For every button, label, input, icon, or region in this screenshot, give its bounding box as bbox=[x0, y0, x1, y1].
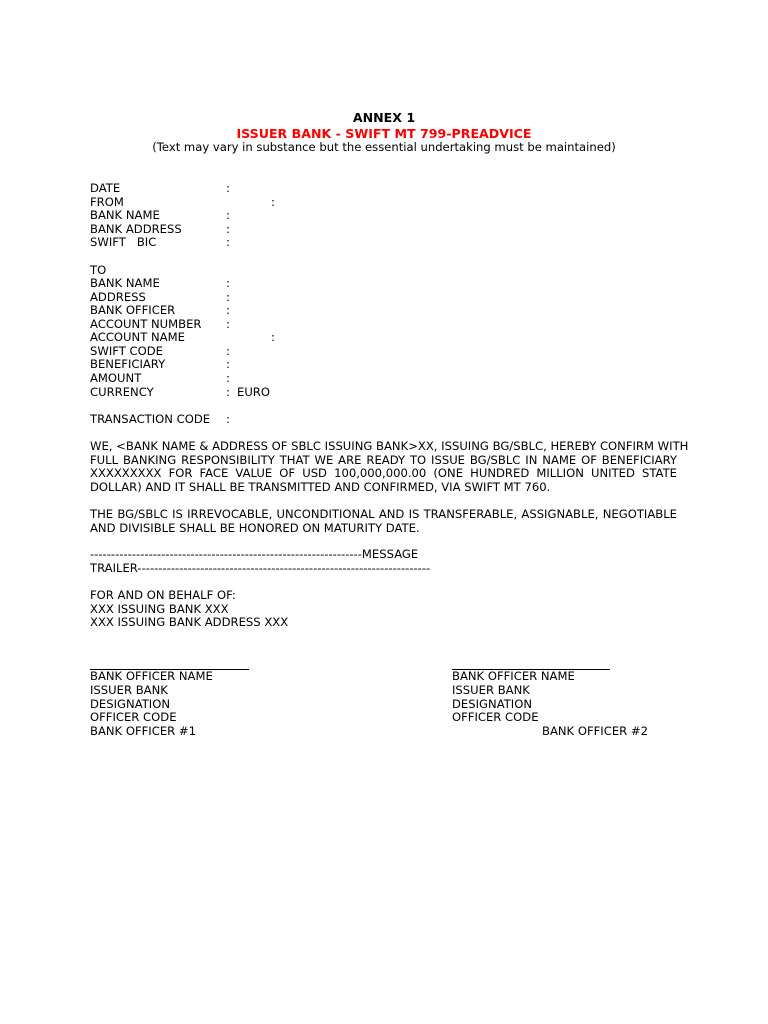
officer-bank: ISSUER BANK bbox=[452, 683, 530, 697]
account-name-label: ACCOUNT NAME bbox=[90, 330, 185, 344]
bank-officer-label: BANK OFFICER bbox=[90, 303, 176, 317]
transaction-code-label: TRANSACTION CODE bbox=[90, 412, 211, 426]
bank-name-colon: : bbox=[226, 208, 230, 222]
paragraph-line: XXXXXXXXX FOR FACE VALUE OF USD 100,000,000.00 (ONE HUNDRED MILLION UNITED STATE bbox=[90, 466, 677, 481]
officer-code: OFFICER CODE bbox=[452, 710, 539, 724]
officer-number: BANK OFFICER #1 bbox=[90, 724, 196, 738]
paragraph-line: FULL BANKING RESPONSIBILITY THAT WE ARE READY TO ISSUE BG/SBLC IN NAME OF BENEFICIARY bbox=[90, 452, 677, 467]
officer-designation: DESIGNATION bbox=[452, 697, 533, 711]
swift-code-colon: : bbox=[226, 344, 230, 358]
officer-designation: DESIGNATION bbox=[90, 697, 171, 711]
message-trailer-line-2: TRAILER---------------------------------------------------------------------- bbox=[90, 561, 431, 575]
swift-bic-label: SWIFT BIC bbox=[90, 235, 157, 249]
address-label: ADDRESS bbox=[90, 290, 146, 304]
to-label: TO bbox=[90, 263, 107, 277]
paragraph-line: THE BG/SBLC IS IRREVOCABLE, UNCONDITIONAL AND IS TRANSFERABLE, ASSIGNABLE, NEGOTIABLE bbox=[90, 507, 677, 521]
amount-colon: : bbox=[226, 371, 230, 385]
swift-code-label: SWIFT CODE bbox=[90, 344, 163, 358]
paragraph-line: WE, <BANK NAME & ADDRESS OF SBLC ISSUING BANK>XX, ISSUING BG/SBLC, HEREBY CONFIRM WITH bbox=[90, 439, 689, 453]
account-name-colon: : bbox=[271, 330, 275, 344]
from-label: FROM bbox=[90, 195, 124, 209]
amount-label: AMOUNT bbox=[90, 371, 142, 385]
transaction-code-colon: : bbox=[226, 412, 230, 426]
to-bank-name-colon: : bbox=[226, 276, 230, 290]
currency-value: EURO bbox=[237, 385, 270, 399]
issuing-bank-name: XXX ISSUING BANK XXX bbox=[90, 602, 229, 616]
swift-bic-colon: : bbox=[226, 235, 230, 249]
bank-address-colon: : bbox=[226, 222, 230, 236]
address-colon: : bbox=[226, 290, 230, 304]
officer-number: BANK OFFICER #2 bbox=[542, 724, 648, 738]
account-number-label: ACCOUNT NUMBER bbox=[90, 317, 202, 331]
bank-name-label: BANK NAME bbox=[90, 208, 160, 222]
officer-code: OFFICER CODE bbox=[90, 710, 177, 724]
annex-heading: ANNEX 1 bbox=[352, 110, 416, 125]
paragraph-line: AND DIVISIBLE SHALL BE HONORED ON MATURITY DATE. bbox=[90, 520, 420, 535]
officer-bank: ISSUER BANK bbox=[90, 683, 168, 697]
officer-name: BANK OFFICER NAME bbox=[90, 669, 213, 683]
date-colon: : bbox=[226, 181, 230, 195]
officer-name: BANK OFFICER NAME bbox=[452, 669, 575, 683]
from-colon: : bbox=[271, 195, 275, 209]
beneficiary-colon: : bbox=[226, 357, 230, 371]
document-title: ISSUER BANK - SWIFT MT 799-PREADVICE bbox=[236, 126, 532, 141]
terms-paragraph bbox=[90, 508, 677, 535]
to-bank-name-label: BANK NAME bbox=[90, 276, 160, 290]
paragraph-line: DOLLAR) AND IT SHALL BE TRANSMITTED AND CONFIRMED, VIA SWIFT MT 760. bbox=[90, 479, 551, 494]
bank-address-label: BANK ADDRESS bbox=[90, 222, 182, 236]
on-behalf-heading: FOR AND ON BEHALF OF: bbox=[90, 588, 236, 602]
bank-officer-colon: : bbox=[226, 303, 230, 317]
message-trailer-line-1: -----------------------------------------------------------------MESSAGE bbox=[90, 547, 419, 561]
account-number-colon: : bbox=[226, 317, 230, 331]
currency-label: CURRENCY bbox=[90, 385, 154, 399]
issuing-bank-address: XXX ISSUING BANK ADDRESS XXX bbox=[90, 615, 289, 629]
currency-colon: : bbox=[226, 385, 230, 399]
document-subtitle: (Text may vary in substance but the essential undertaking must be maintained) bbox=[152, 140, 616, 154]
beneficiary-label: BENEFICIARY bbox=[90, 357, 166, 371]
date-label: DATE bbox=[90, 181, 121, 195]
confirmation-paragraph bbox=[90, 439, 689, 494]
